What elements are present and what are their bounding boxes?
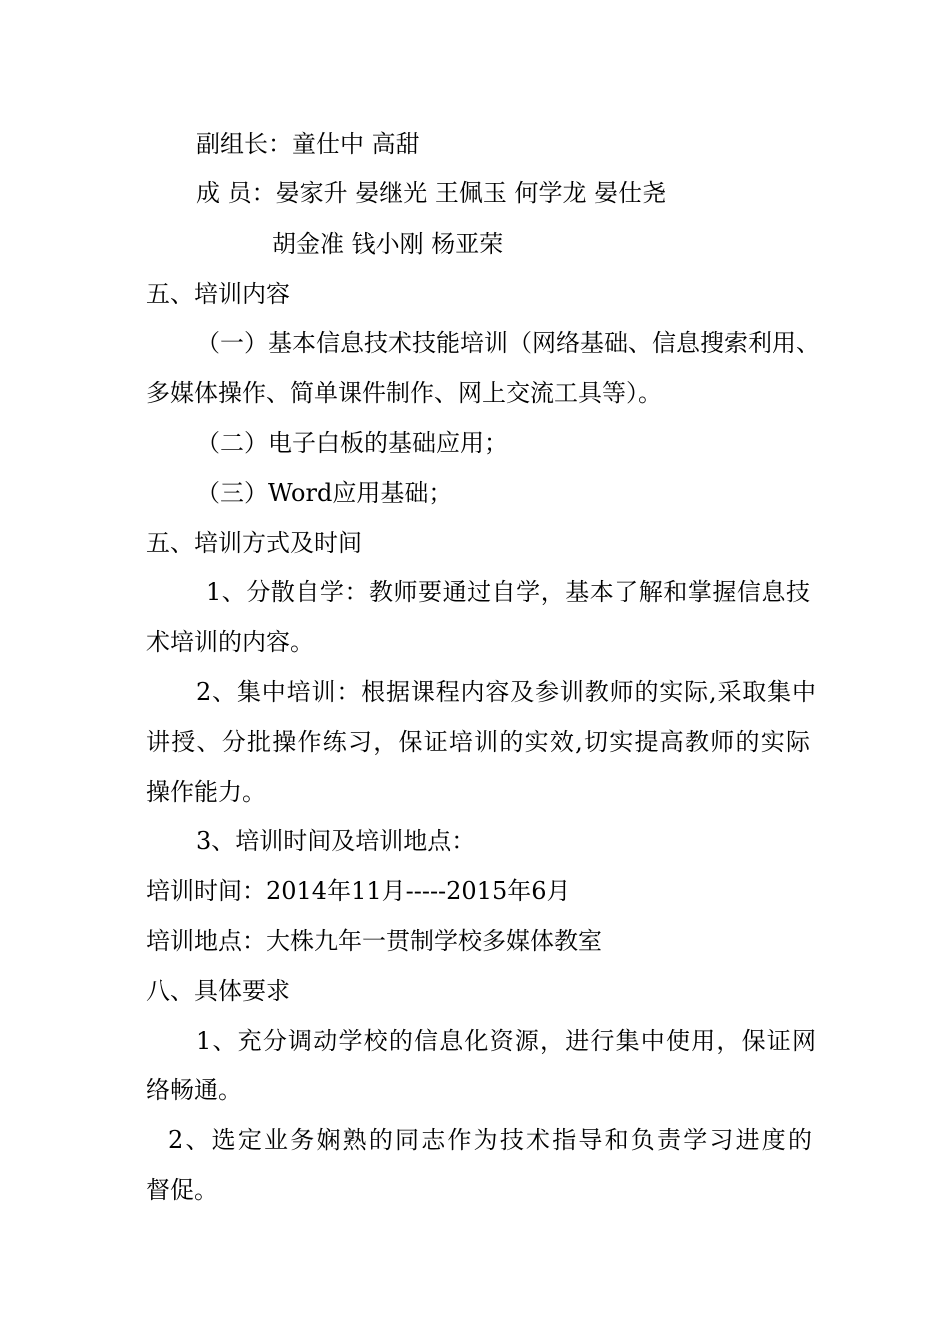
paragraph-line: 讲授、分批操作练习，保证培训的实效,切实提高教师的实际 [146,728,810,756]
members-continued-line: 胡金准 钱小刚 杨亚荣 [272,230,504,258]
section-heading-training-method: 五、培训方式及时间 [146,529,362,557]
paragraph-line: 术培训的内容。 [146,628,314,656]
vice-leader-line: 副组长：童仕中 高甜 [196,130,420,158]
paragraph-line: 督促。 [146,1176,218,1204]
section-heading-training-content: 五、培训内容 [146,280,290,308]
paragraph-line: （三）Word应用基础； [196,479,453,507]
paragraph-line: 络畅通。 [146,1076,242,1104]
paragraph-line: 2、集中培训：根据课程内容及参训教师的实际,采取集中 [196,678,816,706]
paragraph-line: 操作能力。 [146,778,266,806]
training-location-line: 培训地点：大株九年一贯制学校多媒体教室 [146,927,602,955]
members-line: 成 员：晏家升 晏继光 王佩玉 何学龙 晏仕尧 [196,179,667,207]
paragraph-line: 3、培训时间及培训地点： [196,827,476,855]
paragraph-line: 2、选定业务娴熟的同志作为技术指导和负责学习进度的 [168,1126,812,1154]
training-time-line: 培训时间：2014年11月-----2015年6月 [146,877,571,905]
paragraph-line: 1、分散自学：教师要通过自学，基本了解和掌握信息技 [206,578,810,606]
paragraph-line: （一）基本信息技术技能培训（网络基础、信息搜索利用、 [196,329,820,357]
paragraph-line: 多媒体操作、简单课件制作、网上交流工具等）。 [146,379,662,407]
paragraph-line: 1、充分调动学校的信息化资源，进行集中使用，保证网 [196,1027,816,1055]
section-heading-requirements: 八、具体要求 [146,977,290,1005]
paragraph-line: （二）电子白板的基础应用； [196,429,508,457]
